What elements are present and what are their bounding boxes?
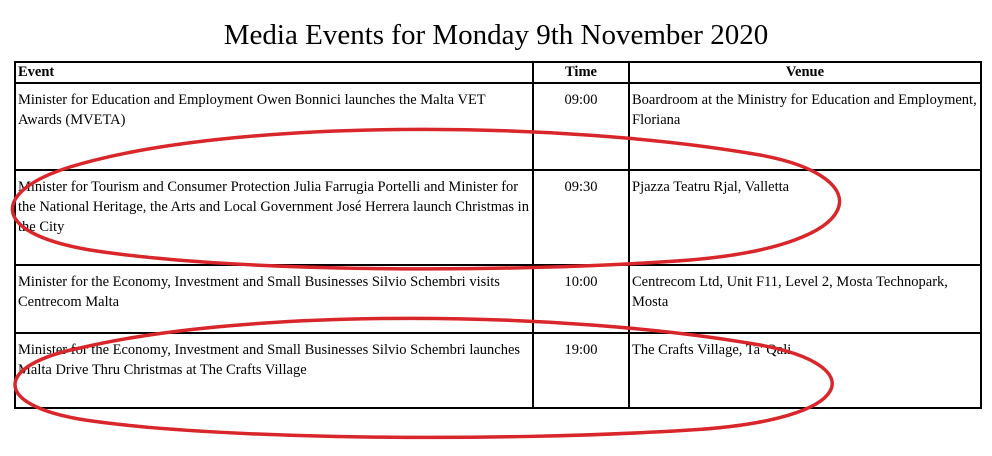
- event-cell: Minister for Tourism and Consumer Protection Julia Farrugia Portelli and Minister for the National Heritage, the Arts and Local Government José Herrera launch Christmas in the City: [15, 170, 533, 265]
- time-cell: 10:00: [533, 265, 629, 333]
- time-cell: 09:30: [533, 170, 629, 265]
- table-row: [15, 170, 981, 265]
- venue-cell: The Crafts Village, Ta' Qali: [629, 333, 981, 408]
- venue-cell: Pjazza Teatru Rjal, Valletta: [629, 170, 981, 265]
- header-time: Time: [533, 62, 629, 83]
- venue-cell: Boardroom at the Ministry for Education and Employment, Floriana: [629, 83, 981, 170]
- header-venue: Venue: [629, 62, 981, 83]
- venue-cell: Centrecom Ltd, Unit F11, Level 2, Mosta Technopark, Mosta: [629, 265, 981, 333]
- page-title: Media Events for Monday 9th November 2020: [223, 19, 769, 51]
- time-cell: 09:00: [533, 83, 629, 170]
- event-cell: Minister for the Economy, Investment and Small Businesses Silvio Schembri launches Malta Drive Thru Christmas at The Crafts Village: [15, 333, 533, 408]
- table-row: [15, 265, 981, 333]
- media-events-table: [14, 61, 982, 409]
- event-cell: Minister for Education and Employment Owen Bonnici launches the Malta VET Awards (MVETA): [15, 83, 533, 170]
- time-cell: 19:00: [533, 333, 629, 408]
- table-row: [15, 333, 981, 408]
- table-header-row: [15, 62, 981, 83]
- event-cell: Minister for the Economy, Investment and Small Businesses Silvio Schembri visits Centrecom Malta: [15, 265, 533, 333]
- header-event: Event: [15, 62, 533, 83]
- table-row: [15, 83, 981, 170]
